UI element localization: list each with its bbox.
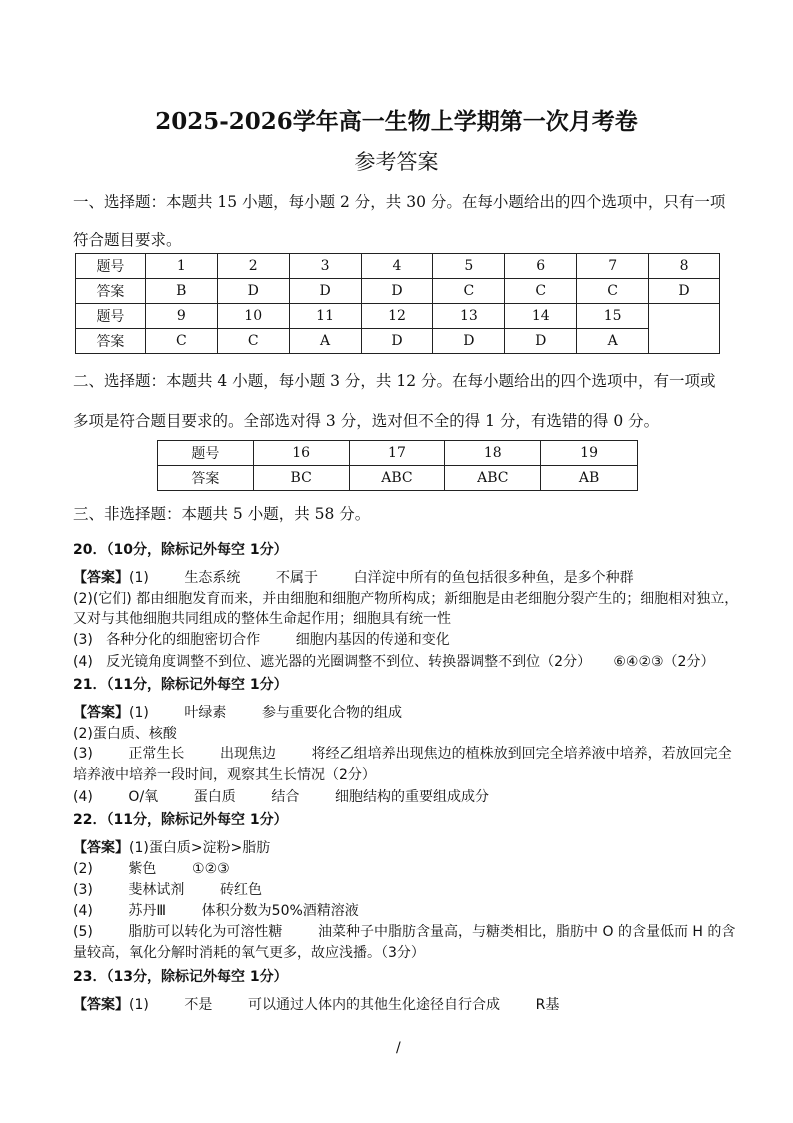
table-row — [76, 329, 720, 354]
q21-answer-line4: 培养液中培养一段时间，观察其生长情况（2分） — [73, 767, 376, 783]
q20-heading: 20．（10分，除标记外每空 1分） — [73, 542, 288, 558]
q22-answer-line2: (2) 紫色 ①②③ — [73, 861, 230, 877]
q21-heading: 21．（11分，除标记外每空 1分） — [73, 677, 288, 693]
answer-cell: B — [145, 279, 217, 304]
answer-cell: D — [649, 279, 720, 304]
row-label: 题号 — [158, 441, 254, 466]
question-number: 5 — [433, 254, 505, 279]
table-row — [76, 304, 720, 329]
question-number: 9 — [145, 304, 217, 329]
page-subtitle: 参考答案 — [354, 150, 439, 174]
question-number: 4 — [361, 254, 433, 279]
q23-answer-line1 — [73, 994, 559, 1014]
table-row — [76, 279, 720, 304]
answer-text: (1) 不是 可以通过人体内的其他生化途径自行合成 R基 — [129, 997, 560, 1013]
row-label: 题号 — [76, 304, 146, 329]
section1-heading-line1: 一、选择题：本题共 15 小题，每小题 2 分，共 30 分。在每小题给出的四个选项中，只有一项 — [73, 193, 726, 211]
q23-heading: 23．（13分，除标记外每空 1分） — [73, 969, 288, 985]
question-number: 7 — [577, 254, 649, 279]
answer-cell: AB — [541, 466, 638, 491]
q22-answer-line6: 量较高，氧化分解时消耗的氧气更多，故应浅播。（3分） — [73, 945, 425, 961]
question-number: 12 — [361, 304, 433, 329]
answer-cell: ABC — [445, 466, 541, 491]
answer-cell: D — [505, 329, 577, 354]
q21-answer-line2: (2)蛋白质、核酸 — [73, 726, 177, 742]
q21-answer-line3: (3) 正常生长 出现焦边 将经乙组培养出现焦边的植株放到回完全培养液中培养，若放回完全 — [73, 746, 732, 762]
answer-text: (1)蛋白质>淀粉>脂肪 — [129, 840, 271, 856]
answer-cell: C — [433, 279, 505, 304]
page-marker: / — [396, 1040, 401, 1056]
row-label: 题号 — [76, 254, 146, 279]
table-row — [76, 254, 720, 279]
answer-tag: 【答案】 — [73, 705, 129, 721]
question-number: 19 — [541, 441, 638, 466]
section3-heading: 三、非选择题：本题共 5 小题，共 58 分。 — [73, 505, 371, 523]
row-label: 答案 — [158, 466, 254, 491]
table-row — [158, 441, 638, 466]
answer-table-1 — [75, 253, 720, 354]
question-number: 6 — [505, 254, 577, 279]
q20-answer-line3: 又对与其他细胞共同组成的整体生命起作用；细胞具有统一性 — [73, 611, 451, 627]
question-number: 10 — [217, 304, 289, 329]
q22-answer-line3: (3) 斐林试剂 砖红色 — [73, 882, 263, 898]
question-number: 3 — [289, 254, 361, 279]
question-number: 18 — [445, 441, 541, 466]
question-number: 11 — [289, 304, 361, 329]
answer-cell: D — [217, 279, 289, 304]
answer-table-2 — [157, 440, 638, 491]
question-number: 8 — [649, 254, 720, 279]
answer-cell: A — [577, 329, 649, 354]
q22-answer-line5: (5) 脂肪可以转化为可溶性糖 油菜种子中脂肪含量高，与糖类相比，脂肪中 O 的含量低而 H 的含 — [73, 924, 736, 940]
q20-answer-line5: (4) 反光镜角度调整不到位、遮光器的光圈调整不到位、转换器调整不到位（2分） ⑥④②③（2分） — [73, 654, 715, 670]
answer-tag: 【答案】 — [73, 997, 129, 1013]
q21-answer-line1 — [73, 702, 402, 722]
question-number: 2 — [217, 254, 289, 279]
question-number: 1 — [145, 254, 217, 279]
q22-answer-line4: (4) 苏丹Ⅲ 体积分数为50%酒精溶液 — [73, 903, 359, 919]
q20-answer-line1 — [73, 567, 634, 587]
q22-answer-line1 — [73, 837, 270, 857]
q21-answer-line5: (4) O/氧 蛋白质 结合 细胞结构的重要组成成分 — [73, 789, 489, 805]
answer-tag: 【答案】 — [73, 840, 129, 856]
question-number: 13 — [433, 304, 505, 329]
answer-cell: C — [145, 329, 217, 354]
section2-heading-line1: 二、选择题：本题共 4 小题，每小题 3 分，共 12 分。在每小题给出的四个选项中，有一项或 — [73, 372, 716, 390]
question-number: 17 — [349, 441, 445, 466]
row-label: 答案 — [76, 329, 146, 354]
empty-cell — [649, 304, 720, 354]
q20-answer-line4: (3) 各种分化的细胞密切合作 细胞内基因的传递和变化 — [73, 632, 450, 648]
question-number: 15 — [577, 304, 649, 329]
answer-tag: 【答案】 — [73, 570, 129, 586]
answer-cell: ABC — [349, 466, 445, 491]
answer-cell: D — [433, 329, 505, 354]
answer-cell: C — [577, 279, 649, 304]
row-label: 答案 — [76, 279, 146, 304]
answer-cell: C — [505, 279, 577, 304]
answer-cell: D — [361, 279, 433, 304]
question-number: 14 — [505, 304, 577, 329]
section2-heading-line2: 多项是符合题目要求的。全部选对得 3 分，选对但不全的得 1 分，有选错的得 0 分。 — [73, 412, 660, 430]
q22-heading: 22．（11分，除标记外每空 1分） — [73, 812, 288, 828]
section1-heading-line2: 符合题目要求。 — [73, 231, 182, 249]
answer-cell: A — [289, 329, 361, 354]
answer-text: (1) 叶绿素 参与重要化合物的组成 — [129, 705, 403, 721]
table-row — [158, 466, 638, 491]
answer-cell: BC — [253, 466, 349, 491]
question-number: 16 — [253, 441, 349, 466]
answer-cell: D — [361, 329, 433, 354]
answer-cell: D — [289, 279, 361, 304]
answer-text: (1) 生态系统 不属于 白洋淀中所有的鱼包括很多种鱼，是多个种群 — [129, 570, 634, 586]
page-title: 2025-2026学年高一生物上学期第一次月考卷 — [155, 108, 638, 135]
answer-cell: C — [217, 329, 289, 354]
q20-answer-line2: (2)(它们) 都由细胞发育而来，并由细胞和细胞产物所构成；新细胞是由老细胞分裂产生的；细胞相对独立， — [73, 591, 739, 607]
